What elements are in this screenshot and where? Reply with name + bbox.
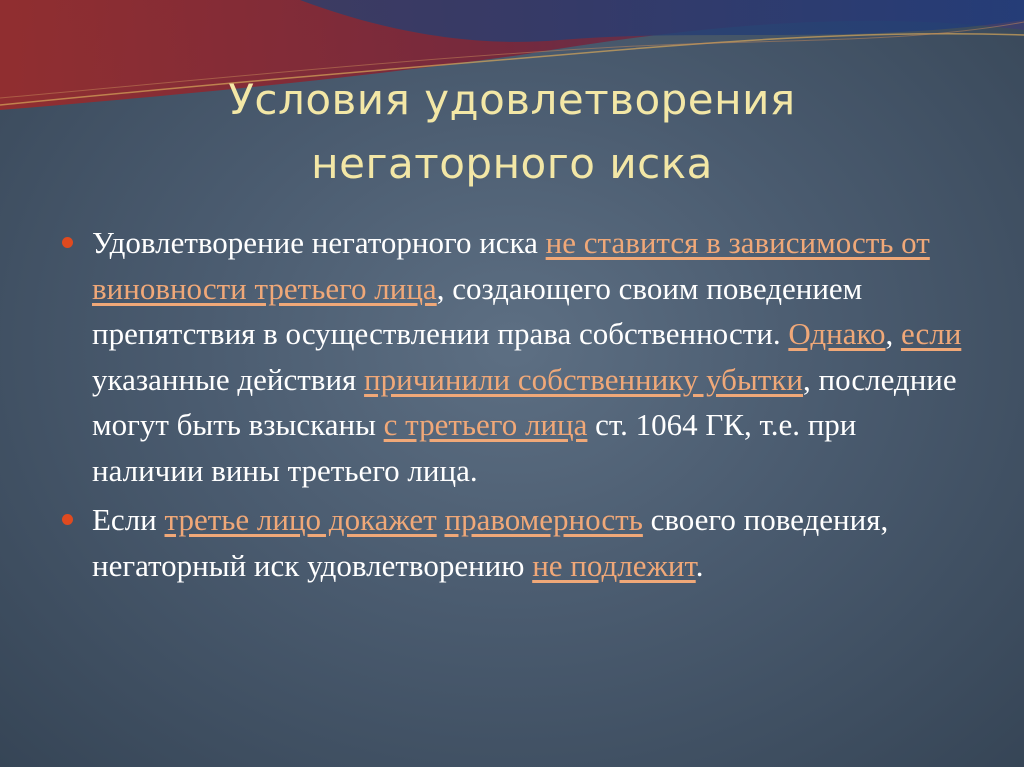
highlighted-text[interactable]: не подлежит [532, 547, 696, 583]
body-text: . [695, 547, 704, 583]
highlighted-text[interactable]: не ставится в зависимость от виновности третьего лица [92, 225, 930, 306]
highlighted-text[interactable]: правомерность [444, 502, 643, 537]
bullet-item [62, 497, 962, 588]
highlighted-text[interactable]: третье лицо докажет [164, 502, 437, 537]
highlighted-text[interactable]: с третьего лица [383, 407, 588, 442]
body-text: , создающего своим поведением препятствия в осуществлении права собственности. [92, 270, 863, 351]
body-text: ст. 1064 ГК, т.е. при наличии вины третьего лица. [92, 407, 857, 488]
body-text: указанные действия [92, 361, 365, 397]
bullet-dot-icon [62, 514, 73, 525]
title-line-1: Условия удовлетворения [228, 75, 796, 124]
highlighted-text[interactable]: если [900, 316, 962, 351]
title-line-2: негаторного иска [311, 139, 713, 188]
slide-title [0, 68, 1024, 196]
body-text: Если [92, 502, 165, 537]
bullet-dot-icon [62, 237, 73, 248]
bullet-item [62, 220, 962, 493]
body-text: , [885, 316, 901, 351]
slide-body [62, 220, 962, 592]
body-text: Удовлетворение негаторного иска [92, 225, 546, 260]
body-text: своего поведения, негаторный иск удовлетворению [92, 502, 889, 583]
highlighted-text[interactable]: причинили собственнику убытки [364, 361, 803, 397]
body-text: , последние могут быть взысканы [92, 361, 957, 442]
highlighted-text[interactable]: Однако [788, 316, 886, 351]
